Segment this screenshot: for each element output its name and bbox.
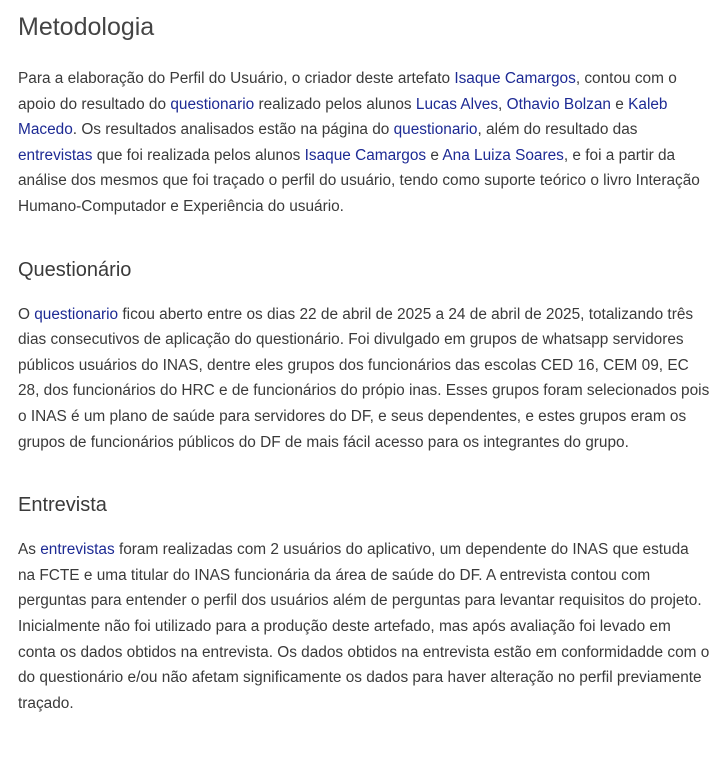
intro-text: que foi realizada pelos alunos: [92, 146, 305, 164]
entrevista-text: foram realizadas com 2 usuários do aplicativo, um dependente do INAS que estuda na FCTE e uma titular do INAS funcionária da área de saúde do DF. A entrevista contou com perguntas para entender o perfil dos usuários além de perguntas para levantar requisitos do projeto. Inicialmente não foi utilizado para a produção deste artefado, mas após avaliação foi levado em conta os dados obtidos na entrevista. Os dados obtidos na entrevista estão em conformidadde com o do questionário e/ou não afetam significamente os dados para haver alteração no perfil previamente traçado.: [18, 541, 710, 712]
link-othavio-bolzan[interactable]: Othavio Bolzan: [506, 95, 611, 113]
intro-text: e: [611, 95, 629, 113]
link-kaleb-macedo[interactable]: Kaleb Macedo: [18, 95, 668, 139]
intro-text: e: [426, 146, 443, 164]
section-heading-entrevista: Entrevista: [18, 494, 107, 517]
link-entrevistas[interactable]: entrevistas: [18, 146, 93, 164]
intro-text: realizado pelos alunos: [254, 95, 416, 113]
intro-text: Para a elaboração do Perfil do Usuário, o criador deste artefato: [18, 70, 455, 87]
link-isaque-camargos-2[interactable]: Isaque Camargos: [304, 146, 427, 164]
questionario-paragraph: [18, 302, 710, 456]
link-lucas-alves[interactable]: Lucas Alves: [415, 95, 499, 113]
entrevista-text: As: [18, 541, 41, 559]
intro-text: . Os resultados analisados estão na página do: [72, 121, 394, 139]
intro-text: , contou com o apoio do resultado do: [18, 70, 677, 113]
entrevista-paragraph: [18, 537, 710, 716]
link-questionario-section[interactable]: questionario: [34, 305, 119, 323]
questionario-text: ficou aberto entre os dias 22 de abril de 2025 a 24 de abril de 2025, totalizando três dias consecutivos de aplicação do questionário. Foi divulgado em grupos de whatsapp servidores públicos usuários do INAS, dentre eles grupos dos funcionários das escolas CED 16, CEM 09, EC 28, dos funcionários do HRC e de funcionários do própio inas. Esses grupos foram selecionados pois o INAS é um plano de saúde para servidores do DF, e seus dependentes, e estes grupos eram os grupos de funcionários públicos do DF de mais fácil acesso para os integrantes do grupo.: [18, 305, 710, 451]
link-ana-luiza-soares[interactable]: Ana Luiza Soares: [442, 146, 564, 164]
link-isaque-camargos[interactable]: Isaque Camargos: [454, 70, 576, 87]
section-heading-questionario: Questionário: [18, 258, 132, 281]
intro-text: ,: [498, 95, 507, 113]
link-questionario-page[interactable]: questionario: [393, 121, 478, 139]
intro-text: , além do resultado das: [477, 121, 638, 139]
intro-text: , e foi a partir da análise dos mesmos que foi traçado o perfil do usuário, tendo como suporte teórico o livro Interação Humano-Computador e Experiência do usuário.: [18, 146, 700, 215]
page-title: Metodologia: [18, 13, 155, 41]
link-entrevistas-section[interactable]: entrevistas: [40, 541, 115, 559]
intro-paragraph: [18, 66, 710, 220]
questionario-text: O: [18, 305, 35, 323]
link-questionario[interactable]: questionario: [170, 95, 255, 113]
